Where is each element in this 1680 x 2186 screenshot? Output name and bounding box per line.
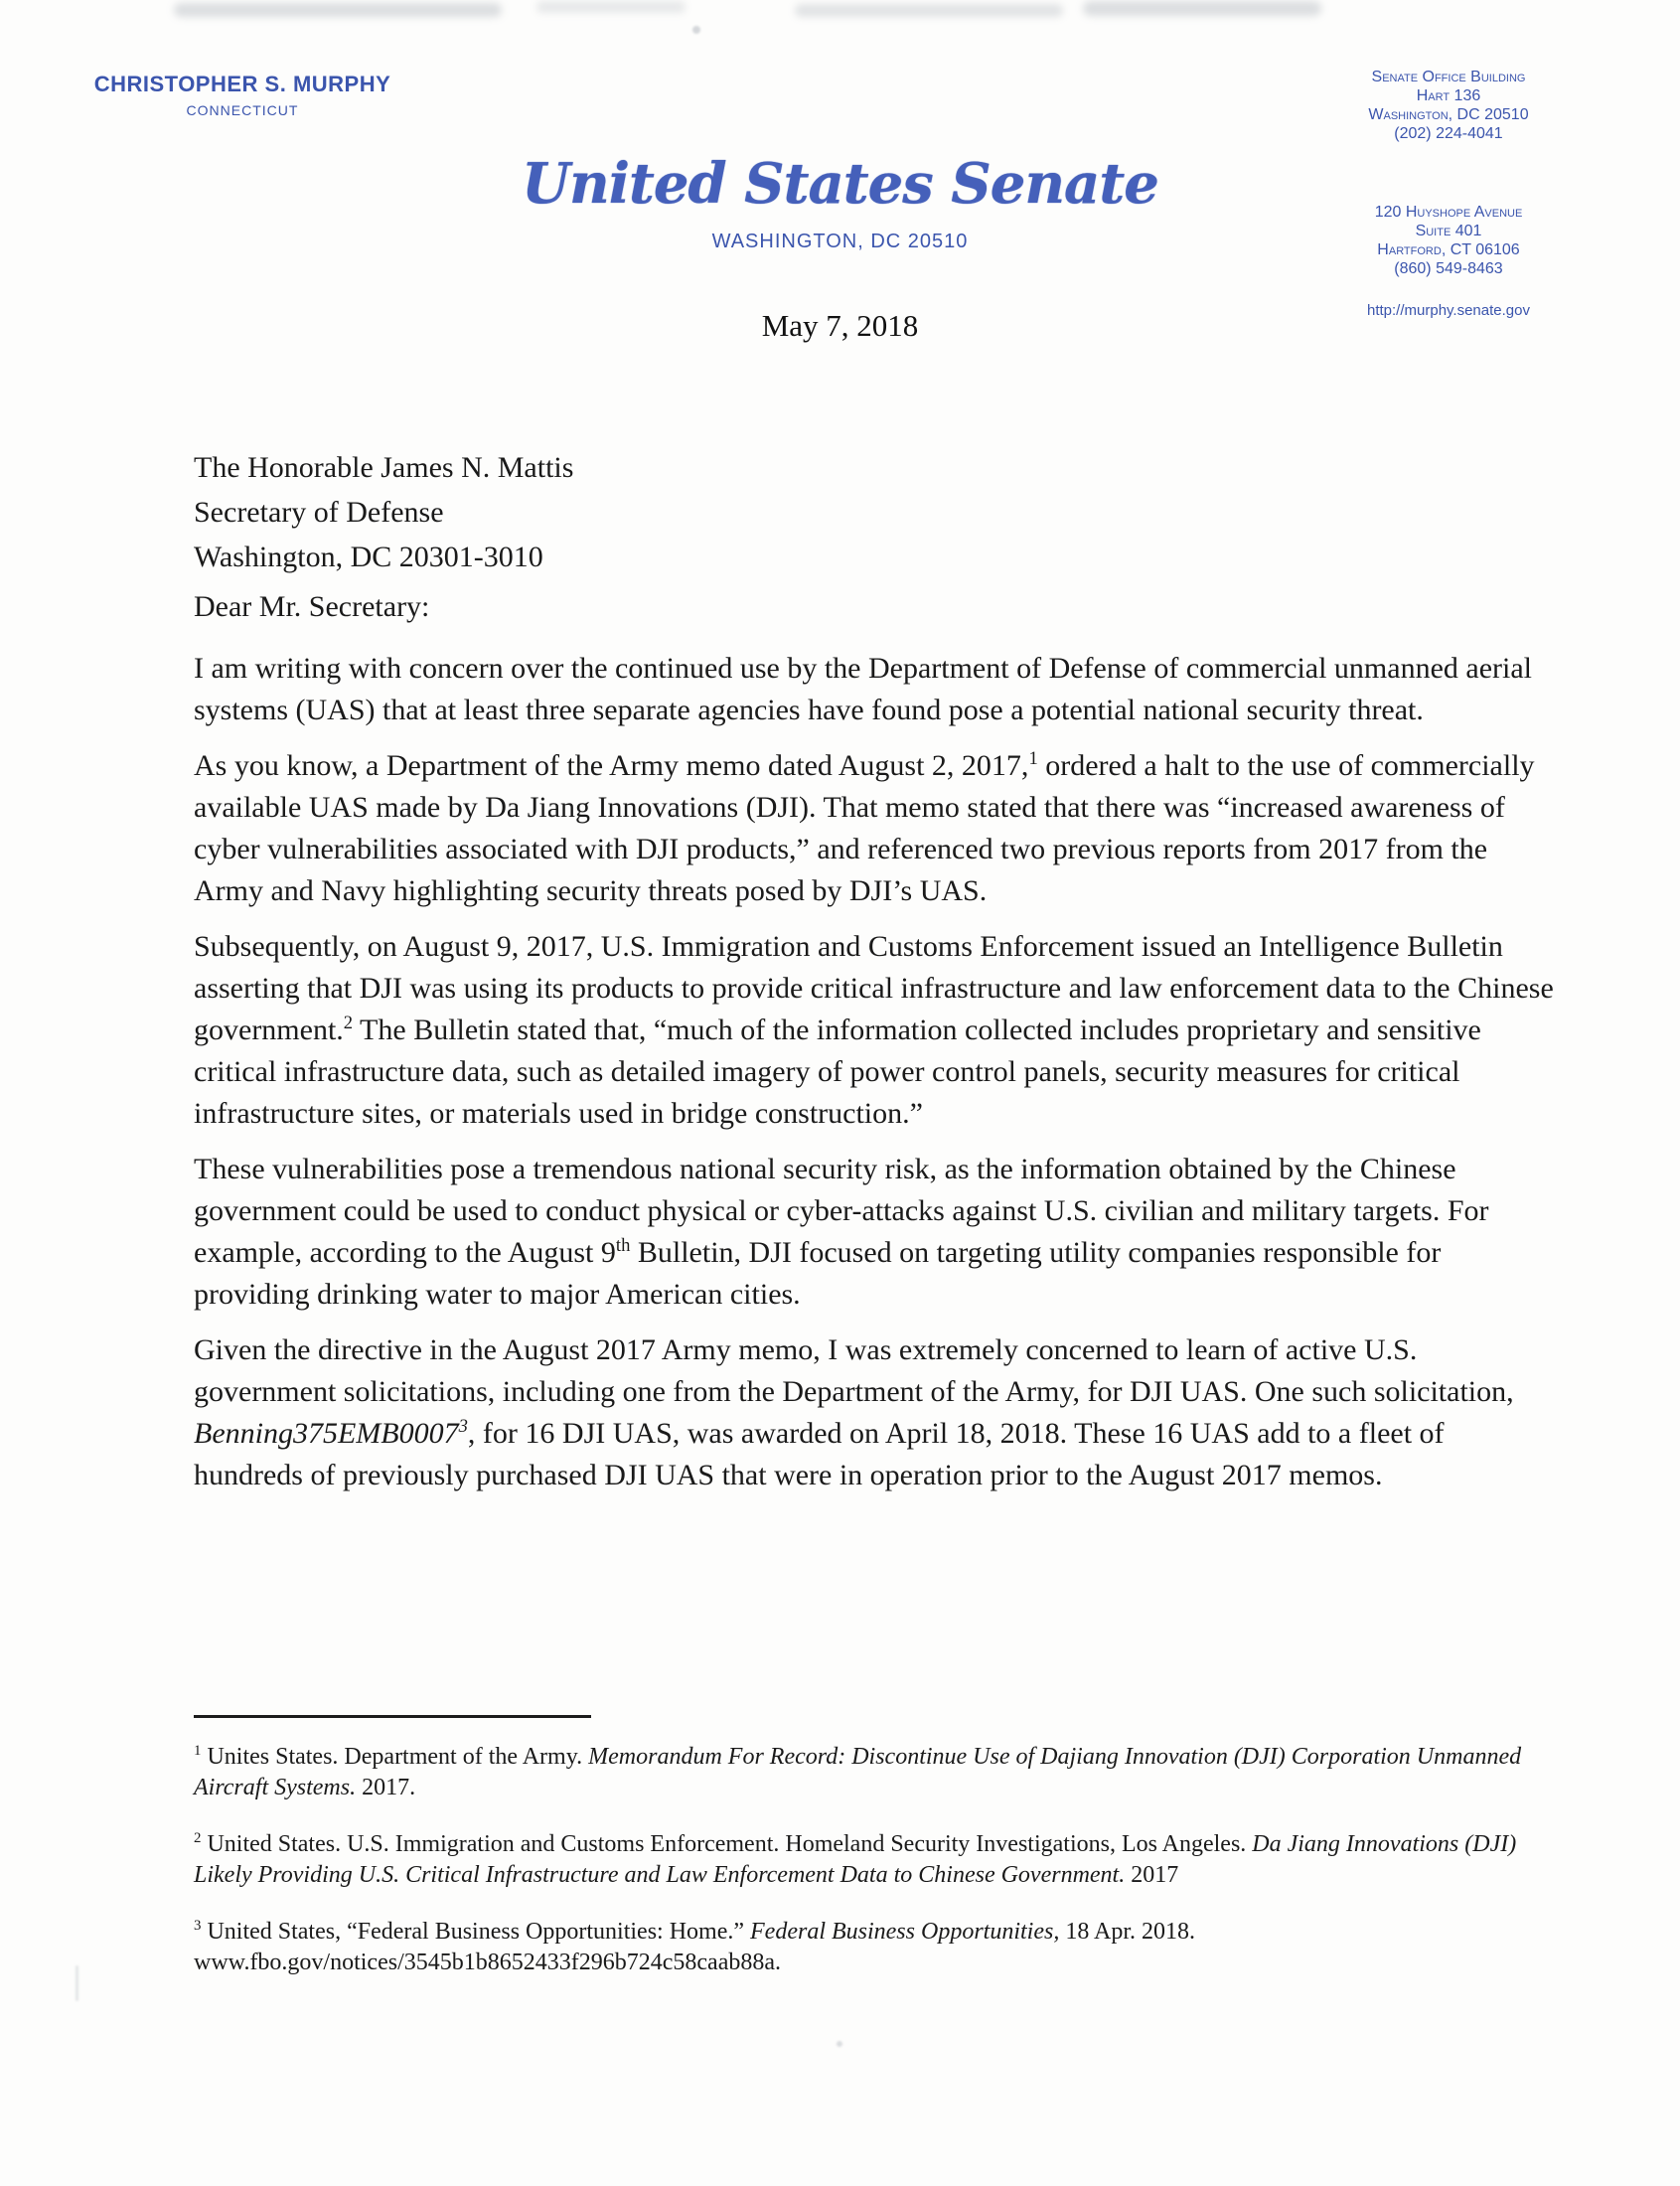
ordinal-suffix: th: [615, 1235, 631, 1256]
paragraph-2: [194, 745, 1560, 912]
dc-office-line: Hart 136: [1416, 87, 1481, 104]
footnote-ref-3: 3: [458, 1416, 468, 1437]
footnote-3: [194, 1917, 1560, 1978]
dc-office-line: Washington, DC 20510: [1368, 106, 1529, 123]
body-text: Given the directive in the August 2017 Army memo, I was extremely concerned to learn of active U.S. government solicitations, including one from the Department of the Army, for DJI UAS. One such solicitation,: [194, 1333, 1514, 1408]
body-text: The Bulletin stated that, “much of the information collected includes proprietary and sensitive critical infrastructure data, such as detailed imagery of power control panels, security measures for critical infrastructure sites, or materials used in bridge construction.”: [194, 1014, 1481, 1130]
sender-name: CHRISTOPHER S. MURPHY: [93, 72, 391, 96]
body-text: , for 16 DJI UAS, was awarded on April 18, 2018. These 16 UAS add to a fleet of hundreds of previously purchased DJI UAS that were in operation prior to the August 2017 memos.: [194, 1417, 1445, 1491]
footnote-text: 18 Apr. 2018. www.fbo.gov/notices/3545b1b8652433f296b724c58caab88a.: [194, 1919, 1196, 1975]
scan-artifact: [76, 1965, 78, 2001]
ct-office-line: 120 Huyshope Avenue: [1374, 204, 1523, 221]
dc-office-line: (202) 224-4041: [1394, 125, 1503, 142]
recipient-address: Washington, DC 20301-3010: [194, 541, 543, 573]
paragraph-1: [194, 648, 1560, 731]
footnote-citation-title: Federal Business Opportunities,: [750, 1919, 1060, 1945]
dc-office-block: [1295, 68, 1603, 143]
body-text: These vulnerabilities pose a tremendous national security risk, as the information obtained by the Chinese government could be used to conduct physical or cyber-attacks against U.S. civilian and military targets. For example, according to the August 9: [194, 1153, 1489, 1269]
scan-artifact: [174, 3, 502, 17]
paragraph-3: [194, 926, 1560, 1135]
website-url: http://murphy.senate.gov: [1367, 302, 1530, 319]
footnote-divider: [194, 1715, 591, 1718]
footnote-text: United States. U.S. Immigration and Customs Enforcement. Homeland Security Investigations, Los Angeles.: [201, 1831, 1253, 1857]
body-text: Bulletin, DJI focused on targeting utility companies responsible for providing drinking water to major American cities.: [194, 1236, 1442, 1311]
footnote-number: 3: [194, 1918, 202, 1934]
sender-block: [68, 72, 417, 118]
body-text: I am writing with concern over the continued use by the Department of Defense of commercial unmanned aerial systems (UAS) that at least three separate agencies have found pose a potential national security threat.: [194, 652, 1532, 726]
recipient-name: The Honorable James N. Mattis: [194, 451, 574, 484]
masthead-subtitle: WASHINGTON, DC 20510: [711, 231, 969, 252]
ct-office-line: (860) 549-8463: [1394, 260, 1503, 277]
masthead-title: United States Senate: [522, 151, 1158, 217]
recipient-title: Secretary of Defense: [194, 496, 444, 529]
footnote-text: 2017: [1125, 1862, 1179, 1888]
scan-artifact: [692, 26, 700, 34]
footnote-ref-2: 2: [343, 1013, 354, 1033]
contact-column: [1295, 68, 1603, 319]
footnote-2: [194, 1829, 1560, 1891]
body-text: ordered a halt to the use of commercially available UAS made by Da Jiang Innovations (DJI). That memo stated that there was “increased awareness of cyber vulnerabilities associated with DJI products,” and referenced two previous reports from 2017 from the Army and Navy highlighting security threats posed by DJI’s UAS.: [194, 749, 1535, 907]
sender-state: CONNECTICUT: [186, 102, 299, 118]
footnote-ref-1: 1: [1028, 748, 1038, 769]
ct-office-block: [1295, 203, 1603, 278]
letter-body: [194, 648, 1560, 1510]
footnote-1: [194, 1742, 1560, 1803]
ct-office-line: Hartford, CT 06106: [1377, 241, 1520, 258]
scan-artifact: [795, 4, 1063, 17]
footnote-text: United States, “Federal Business Opportunities: Home.”: [201, 1919, 751, 1945]
paragraph-4: [194, 1149, 1560, 1316]
scan-artifact: [1083, 1, 1321, 16]
salutation: Dear Mr. Secretary:: [194, 590, 430, 623]
scan-artifact: [536, 1, 686, 13]
footnotes-section: [194, 1715, 1560, 2004]
footnote-citation-title: Memorandum For Record: Discontinue Use of Dajiang Innovation (DJI) Corporation Unmanned Aircraft Systems.: [194, 1744, 1522, 1800]
scan-artifact: [837, 2041, 842, 2047]
body-text: As you know, a Department of the Army memo dated August 2, 2017,: [194, 749, 1029, 782]
ct-office-line: Suite 401: [1415, 223, 1482, 239]
footnote-text: 2017.: [356, 1775, 416, 1800]
recipient-block: [194, 445, 573, 579]
dc-office-line: Senate Office Building: [1371, 69, 1526, 85]
footnote-number: 1: [194, 1743, 202, 1759]
footnote-citation-title: Da Jiang Innovations (DJI) Likely Providing U.S. Critical Infrastructure and Law Enforcement Data to Chinese Government.: [194, 1831, 1517, 1888]
letter-date: May 7, 2018: [761, 308, 919, 343]
paragraph-5: [194, 1329, 1560, 1496]
body-text: Subsequently, on August 9, 2017, U.S. Immigration and Customs Enforcement issued an Intelligence Bulletin asserting that DJI was using its products to provide critical infrastructure and law enforcement data to the Chinese government.: [194, 930, 1554, 1046]
footnote-text: Unites States. Department of the Army.: [201, 1744, 589, 1770]
solicitation-number: Benning375EMB0007: [194, 1417, 459, 1450]
footnote-number: 2: [194, 1830, 202, 1846]
